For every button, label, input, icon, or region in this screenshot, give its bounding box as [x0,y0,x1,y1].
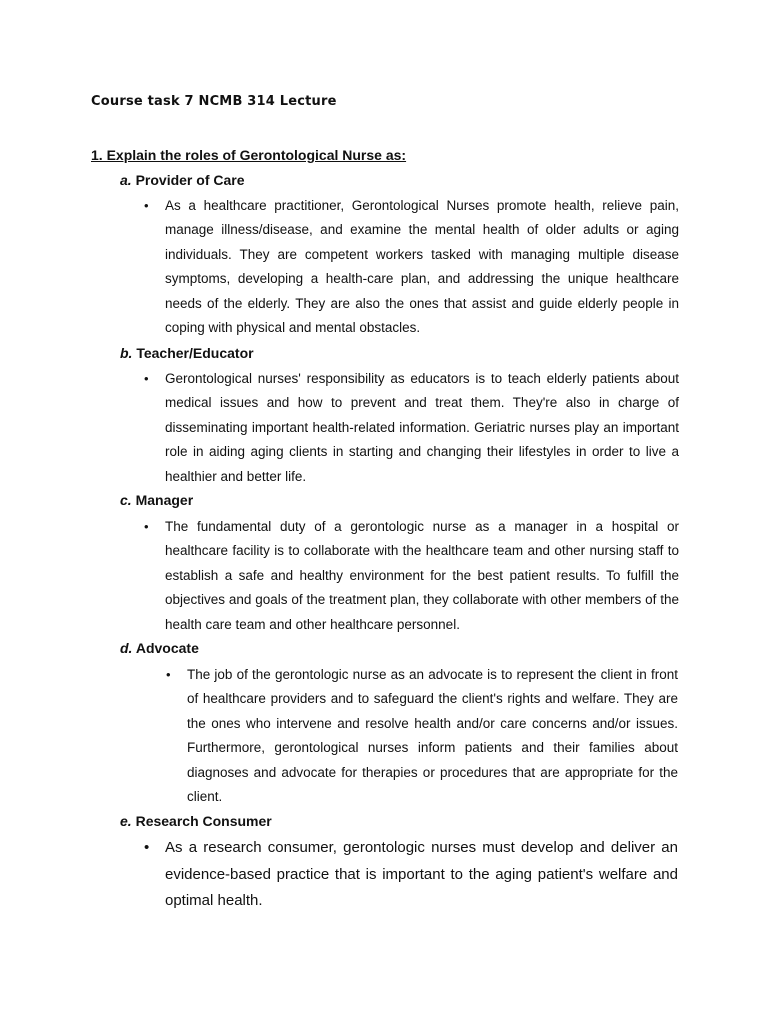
role-description-text: Gerontological nurses' responsibility as educators is to teach elderly patients about medical issues and how to prevent and treat them. They're also in charge of disseminating important health-related information. Geriatric nurses play an important role in aiding aging clients in starting and changing their lifestyles in order to live a healthier and better life. [165,371,679,484]
role-description-advocate [187,663,678,809]
bullet-point: • [144,519,149,534]
role-letter: c. [120,492,132,508]
bullet-point: • [144,839,150,856]
role-name: Manager [135,492,194,508]
role-description-text: As a healthcare practitioner, Gerontological Nurses promote health, relieve pain, manage illness/disease, and examine the mental health of older adults or aging individuals. They are competent workers tasked with managing multiple disease symptoms, developing a health-care plan, and addressing the unique healthcare needs of the elderly. They are also the ones that assist and guide elderly people in coping with physical and mental obstacles. [165,198,679,336]
role-heading-research-consumer [120,813,272,829]
role-letter: a. [120,172,132,188]
bullet-point: • [144,371,149,386]
role-description-text: As a research consumer, gerontologic nurses must develop and deliver an evidence-based practice that is important to the aging patient's welfare and optimal health. [165,839,678,909]
role-name: Teacher/Educator [136,345,254,361]
role-letter: d. [120,640,133,656]
role-description-research-consumer [165,835,678,915]
role-description-text: The job of the gerontologic nurse as an advocate is to represent the client in front of healthcare providers and to safeguard the client's rights and welfare. They are the ones who intervene and resolve health and/or care concerns and/or issues. Furthermore, gerontological nurses inform patients and their families about diagnoses and advocate for therapies or procedures that are appropriate for the client. [187,667,678,805]
role-name: Research Consumer [135,813,272,829]
role-letter: b. [120,345,133,361]
role-heading-teacher-educator [120,345,254,361]
role-heading-manager [120,492,193,508]
role-heading-advocate [120,640,199,656]
role-name: Advocate [135,640,199,656]
course-title: Course task 7 NCMB 314 Lecture [91,94,337,109]
role-description-text: The fundamental duty of a gerontologic nurse as a manager in a hospital or healthcare facility is to collaborate with the healthcare team and other nursing staff to establish a safe and healthy environment for the best patient results. To fulfill the objectives and goals of the treatment plan, they collaborate with other members of the health care team and other healthcare personnel. [165,519,679,632]
role-description-teacher-educator [165,367,679,489]
bullet-point: • [144,198,149,213]
role-letter: e. [120,813,132,829]
role-description-provider-of-care [165,194,679,340]
question-heading: 1. Explain the roles of Gerontological Nurse as: [91,147,407,163]
role-name: Provider of Care [135,172,245,188]
role-description-manager [165,515,679,637]
role-heading-provider-of-care [120,172,245,188]
bullet-point: • [166,667,171,682]
